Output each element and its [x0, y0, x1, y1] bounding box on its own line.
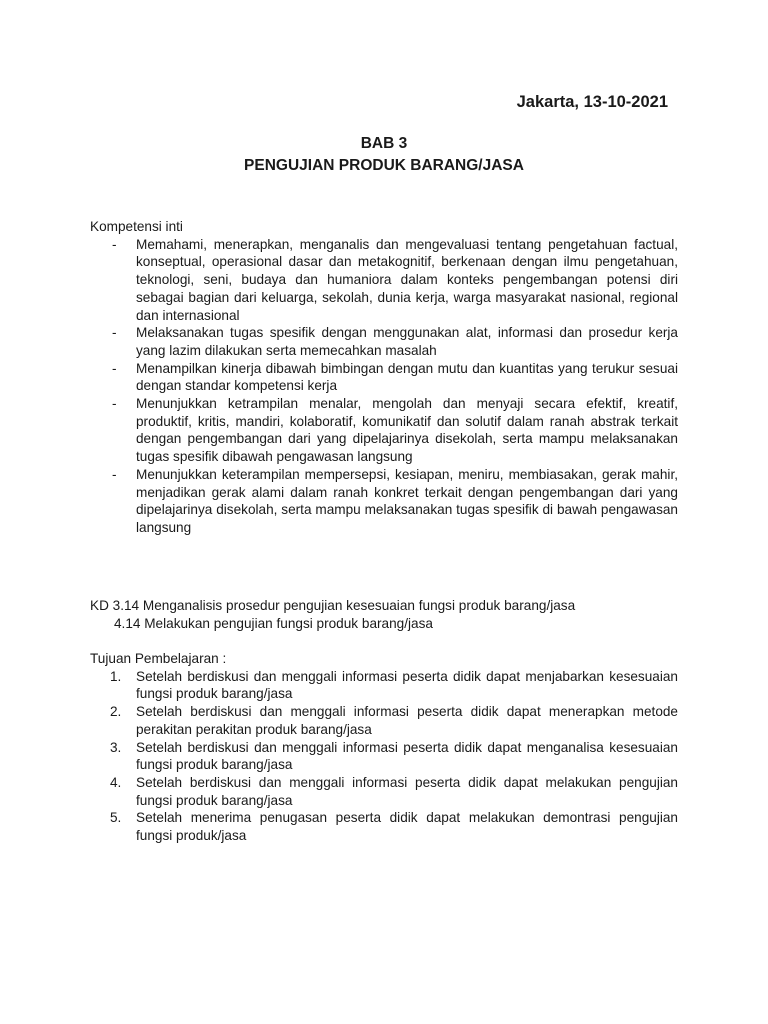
list-number: 2. [110, 704, 122, 720]
tujuan-pembelajaran-heading: Tujuan Pembelajaran : [90, 651, 227, 666]
list-item [90, 360, 678, 395]
list-item-text: Menampilkan kinerja dibawah bimbingan dengan mutu dan kuantitas yang terukur sesuai dengan standar kompetensi kerja [136, 360, 678, 394]
list-item [90, 809, 678, 844]
tujuan-pembelajaran-list [90, 668, 678, 845]
kompetensi-inti-heading: Kompetensi inti [90, 219, 183, 234]
document-date: Jakarta, 13-10-2021 [516, 93, 668, 111]
list-number: 3. [110, 739, 122, 755]
list-number: 1. [110, 668, 122, 684]
bullet-dash: - [112, 236, 117, 252]
chapter-title: PENGUJIAN PRODUK BARANG/JASA [244, 157, 524, 174]
list-item-text: Menunjukkan keterampilan mempersepsi, kesiapan, meniru, membiasakan, gerak mahir, menjadikan gerak alami dalam ranah konkret terkait dengan pengembangan dari yang dipelajarinya disekolah, serta mampu melaksanakan tugas spesifik di bawah pengawasan langsung [136, 466, 678, 535]
bullet-dash: - [112, 466, 117, 482]
bullet-dash: - [112, 396, 117, 412]
list-item-text: Setelah berdiskusi dan menggali informasi peserta didik dapat menganalisa kesesuaian fungsi produk barang/jasa [136, 739, 678, 773]
list-item [90, 739, 678, 774]
list-item [90, 668, 678, 703]
list-item [90, 324, 678, 359]
list-number: 4. [110, 774, 122, 790]
tujuan-pembelajaran-section [90, 650, 678, 845]
list-item [90, 236, 678, 325]
bullet-dash: - [112, 360, 117, 376]
chapter-number: BAB 3 [360, 135, 408, 152]
list-item [90, 395, 678, 466]
bullet-dash: - [112, 325, 117, 341]
list-item-text: Melaksanakan tugas spesifik dengan menggunakan alat, informasi dan prosedur kerja yang lazim dilakukan serta memecahkan masalah [136, 325, 678, 358]
kompetensi-inti-list [90, 236, 678, 537]
list-item-text: Setelah berdiskusi dan menggali informasi peserta didik dapat melakukan pengujian fungsi produk barang/jasa [136, 774, 678, 808]
list-item [90, 703, 678, 738]
kd-line-4-14: 4.14 Melakukan pengujian fungsi produk barang/jasa [114, 615, 433, 631]
list-item-text: Setelah menerima penugasan peserta didik dapat melakukan demontrasi pengujian fungsi produk/jasa [136, 810, 678, 844]
list-item [90, 774, 678, 809]
list-item-text: Menunjukkan ketrampilan menalar, mengolah dan menyaji secara efektif, kreatif, produktif, kritis, mandiri, kolaboratif, komunikatif dan solutif dalam ranah abstrak terkait dengan pengembangan dari yang dipelajarinya disekolah, serta mampu melaksanakan tugas spesifik dibawah pengawasan langsung [136, 396, 678, 465]
list-item [90, 466, 678, 537]
list-item-text: Setelah berdiskusi dan menggali informasi peserta didik dapat menerapkan metode perakitan perakitan produk barang/jasa [136, 704, 678, 737]
kompetensi-dasar-section [90, 597, 678, 632]
kompetensi-inti-section [90, 218, 678, 537]
list-item-text: Setelah berdiskusi dan menggali informasi peserta didik dapat menjabarkan kesesuaian fungsi produk barang/jasa [136, 668, 678, 702]
list-item-text: Memahami, menerapkan, menganalis dan mengevaluasi tentang pengetahuan factual, konseptual, operasional dasar dan metakognitif, berkenaan dengan ilmu pengetahuan, teknologi, seni, budaya dan humaniora dalam konteks pengembangan potensi diri sebagai bagian dari keluarga, sekolah, dunia kerja, warga masyarakat nasional, regional dan internasional [136, 236, 678, 323]
kd-line-3-14: KD 3.14 Menganalisis prosedur pengujian kesesuaian fungsi produk barang/jasa [90, 598, 576, 613]
list-number: 5. [110, 810, 122, 826]
